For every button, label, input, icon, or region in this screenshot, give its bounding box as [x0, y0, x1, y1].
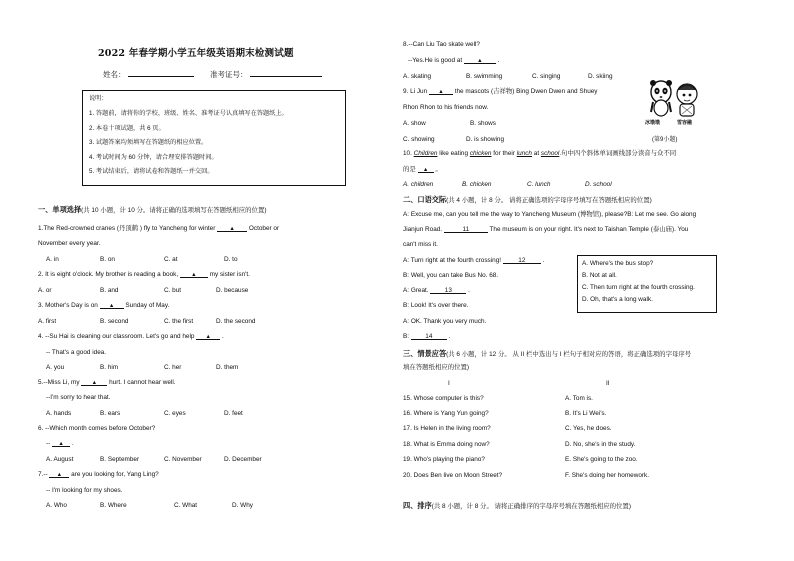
dialogue-option-d[interactable]: D. Oh, that's a long walk.: [582, 296, 653, 303]
q2-option-a[interactable]: A. or: [38, 287, 52, 294]
match-question: 20. Does Ben live on Moon Street?: [403, 472, 503, 479]
q7-option-a[interactable]: A. Who: [46, 502, 67, 509]
triangle-marker-icon: ▲: [422, 167, 429, 173]
q4-option-b[interactable]: B. him: [100, 364, 119, 371]
match-answer[interactable]: E. She's going to the zoo.: [565, 456, 638, 463]
blank-number: 12: [518, 257, 526, 264]
q7-option-c[interactable]: C. What: [174, 502, 198, 509]
question-7: [38, 471, 159, 479]
q5-text: 5.--Miss Li, my: [38, 379, 82, 386]
q2-option-b[interactable]: B. and: [100, 287, 119, 294]
q6-option-b[interactable]: B. September: [100, 456, 140, 463]
q8-option-d[interactable]: D. skiing: [588, 73, 613, 80]
dialogue-line: [403, 226, 688, 234]
q7-reply: -- I'm looking for my shoes.: [46, 487, 123, 494]
section1-title: 一、单项选择: [38, 205, 82, 214]
q9-image-caption: (第9小题): [652, 137, 678, 143]
q5-blank[interactable]: [81, 379, 107, 386]
dialogue-line: A: OK. Thank you very much.: [403, 318, 487, 325]
q5-option-b[interactable]: B. ears: [100, 410, 121, 417]
mascot-label-bing: 冰墩墩: [645, 120, 661, 126]
question-5: [38, 379, 176, 387]
triangle-marker-icon: ▲: [438, 89, 444, 95]
q5-option-d[interactable]: D. feet: [224, 410, 243, 417]
q5-option-c[interactable]: C. eyes: [164, 410, 186, 417]
instruction-item: 2. 本卷十项试题，共 6 页。: [89, 125, 165, 132]
question-9: [403, 88, 598, 96]
q6-dash: --: [46, 440, 53, 447]
column-ii-header: II: [606, 380, 610, 387]
match-question: 16. Where is Yang Yun going?: [403, 410, 489, 417]
q4-option-a[interactable]: A. you: [46, 364, 65, 371]
q9-line2: Rhon Rhon to his friends now.: [403, 104, 489, 111]
question-4: [38, 333, 224, 341]
exam-number-field[interactable]: [250, 70, 322, 77]
q8-option-a[interactable]: A. skating: [403, 73, 432, 80]
q1-text: 1.The Red-crowned cranes (丹顶鹤 ) fly to Yancheng for winter: [38, 225, 218, 232]
blank-11[interactable]: [444, 226, 488, 233]
section3-title: 三、情景应答: [403, 349, 447, 358]
q8-text: --Yes.He is good at: [408, 57, 464, 64]
question-1: [38, 225, 279, 233]
dialogue-line: can't miss it.: [403, 241, 438, 248]
q9-blank[interactable]: [429, 88, 453, 95]
blank-number: 11: [462, 226, 470, 233]
match-question: 18. What is Emma doing now?: [403, 441, 490, 448]
q10-text-6: 。: [433, 166, 442, 173]
q10-text-4: .句中四个斜体单词画线部分读音与众不同: [559, 150, 677, 157]
dialogue-text: Jianjun Road.: [403, 226, 444, 233]
section1-instructions: (共 10 小题，计 10 分。请将正确的选项填写在答题纸相应的位置): [81, 207, 267, 214]
instruction-item: 3. 试题答案均须填写在答题纸的相应位置。: [89, 139, 208, 146]
match-answer[interactable]: D. No, she's in the study.: [565, 441, 636, 448]
section2-instructions: (共 4 小题，计 8 分。 请将正确选项的字母序号填写在答题纸相应的位置): [446, 197, 652, 204]
name-label-text: 姓名：: [103, 70, 126, 79]
q10-word-children: Children: [413, 150, 438, 157]
q6-option-d[interactable]: D. December: [224, 456, 262, 463]
name-label: [103, 70, 194, 79]
q8-period: .: [495, 57, 500, 64]
section3-instructions: (共 6 小题，计 12 分。 从 II 栏中选出与 I 栏句子相对应的答语，将正确选项的字母序号: [446, 351, 692, 358]
dialogue-text: .: [446, 333, 451, 340]
q1-option-c[interactable]: C. at: [164, 256, 178, 263]
section4-instructions: (共 8 小题，计 8 分。 请将正确排序的字母序号填在答题纸相应的位置): [431, 503, 631, 510]
dialogue-option-b[interactable]: B. Not at all.: [582, 272, 617, 279]
q1-option-d[interactable]: D. to: [224, 256, 238, 263]
q7-option-b[interactable]: B. Where: [100, 502, 127, 509]
question-6: 6. --Which month comes before October?: [38, 425, 156, 432]
triangle-marker-icon: ▲: [205, 334, 211, 340]
dialogue-text: B:: [403, 333, 411, 340]
q6-option-a[interactable]: A. August: [46, 456, 74, 463]
blank-12[interactable]: [503, 257, 541, 264]
match-answer[interactable]: C. Yes, he does.: [565, 425, 612, 432]
section4-heading: [403, 502, 631, 511]
q8-option-b[interactable]: B. swimming: [466, 73, 503, 80]
blank-number: 14: [425, 333, 433, 340]
q10-text-2: for their: [491, 150, 517, 157]
q2-option-d[interactable]: D. because: [216, 287, 249, 294]
exam-number-label-text: 准考证号：: [210, 70, 248, 79]
page-title: 2022 年春学期小学五年级英语期末检测试题: [98, 48, 294, 59]
dialogue-line: A: Excuse me, can you tell me the way to Yancheng Museum (博物馆), please?B: Let me see. Go along: [403, 211, 697, 218]
dialogue-text: A: Turn right at the fourth crossing!: [403, 257, 503, 264]
match-answer[interactable]: A. Tom is.: [565, 395, 593, 402]
q9-option-c[interactable]: C. showing: [403, 136, 435, 143]
q1-option-a[interactable]: A. in: [46, 256, 59, 263]
q5-reply: --I'm sorry to hear that.: [46, 394, 111, 401]
section1-heading: [38, 206, 266, 215]
q1-line2: November every year.: [38, 240, 101, 247]
match-question: 19. Who's playing the piano?: [403, 456, 485, 463]
q2-text-end: my sister isn't.: [207, 271, 250, 278]
q2-blank[interactable]: [180, 271, 208, 278]
q4-reply: -- That's a good idea.: [46, 349, 107, 356]
q4-option-d[interactable]: D. them: [216, 364, 239, 371]
q5-option-a[interactable]: A. hands: [46, 410, 72, 417]
question-10: [403, 150, 676, 158]
match-answer[interactable]: B. It's Li Wei's.: [565, 410, 607, 417]
instructions-heading: 说明：: [89, 95, 108, 102]
triangle-marker-icon: ▲: [108, 303, 115, 309]
mascot-label-shuey: 雪容融: [677, 120, 693, 126]
q9-text: 9. Li Jun: [403, 88, 429, 95]
q3-option-d[interactable]: D. the second: [216, 318, 256, 325]
triangle-marker-icon: ▲: [58, 441, 64, 447]
triangle-marker-icon: ▲: [477, 58, 483, 64]
q10-word-school: school: [540, 150, 560, 157]
dialogue-line: B: Well, you can take Bus No. 68.: [403, 272, 499, 279]
q8-answer-line: [408, 57, 499, 65]
q6-period: .: [70, 440, 74, 447]
q6-option-c[interactable]: C. November: [164, 456, 202, 463]
q3-text: 3. Mother's Day is on: [38, 302, 100, 309]
q10-number: 10.: [403, 150, 414, 157]
dialogue-line: [403, 287, 470, 295]
q6-blank[interactable]: [52, 440, 70, 447]
q4-text-end: .: [220, 333, 224, 340]
q1-text-end: October or: [247, 225, 280, 232]
name-field[interactable]: [128, 70, 194, 77]
q10-text-3: at: [531, 150, 541, 157]
dialogue-text: The museum is on your right. It's next to Taishan Temple (泰山庙). You: [487, 226, 689, 233]
dialogue-line: B: Look! It's over there.: [403, 302, 469, 309]
triangle-marker-icon: ▲: [229, 226, 235, 232]
section4-title: 四、排序: [403, 501, 432, 510]
q9-option-a[interactable]: A. show: [403, 120, 426, 127]
blank-14[interactable]: [411, 333, 447, 340]
match-answer[interactable]: F. She's doing her homework.: [565, 472, 649, 479]
question-2: [38, 271, 250, 279]
question-3: [38, 302, 169, 310]
q7-text: 7.--: [38, 471, 50, 478]
q9-option-d[interactable]: D. is showing: [466, 136, 505, 143]
q4-text: 4. --Su Hai is cleaning our classroom. Let's go and help: [38, 333, 197, 340]
q7-text-end: are you looking for, Yang Ling?: [69, 471, 159, 478]
section2-heading: [403, 196, 652, 205]
match-question: 15. Whose computer is this?: [403, 395, 484, 402]
dialogue-text: .: [540, 257, 545, 264]
match-question: 17. Is Helen in the living room?: [403, 425, 491, 432]
dialogue-option-a[interactable]: A. Where's the bus stop?: [582, 260, 654, 267]
q10-line2: [403, 166, 442, 174]
triangle-marker-icon: ▲: [191, 272, 197, 278]
dialogue-line: [403, 333, 450, 341]
dialogue-text: A: Great.: [403, 287, 431, 294]
q3-text-end: Sunday of May.: [123, 302, 170, 309]
q10-word-lunch: lunch: [516, 150, 532, 157]
q10-text-5: 的是: [403, 166, 418, 173]
q10-blank[interactable]: [418, 166, 434, 173]
section3-instructions-line2: 填在答题纸相应的位置): [403, 364, 470, 371]
dialogue-line: [403, 257, 544, 265]
q10-text-1: like eating: [437, 150, 470, 157]
blank-number: 13: [444, 287, 452, 294]
dialogue-text: .: [466, 287, 470, 294]
q9-text-end: the mascots (吉祥物) Bing Dwen Dwen and Shuey: [452, 88, 598, 95]
q4-blank[interactable]: [196, 333, 220, 340]
q3-option-c[interactable]: C. the first: [164, 318, 194, 325]
q3-option-b[interactable]: B. second: [100, 318, 129, 325]
section2-title: 二、口语交际: [403, 195, 447, 204]
exam-number-label: [210, 70, 322, 79]
q10-option-c[interactable]: C. lunch: [527, 181, 551, 188]
q6-answer-line: [46, 440, 74, 448]
q10-option-d[interactable]: D. school: [585, 181, 612, 188]
q1-option-b[interactable]: B. on: [100, 256, 115, 263]
q3-option-a[interactable]: A. first: [38, 318, 57, 325]
section3-heading: [403, 350, 691, 359]
column-i-header: I: [448, 380, 450, 387]
q2-option-c[interactable]: C. but: [164, 287, 182, 294]
q2-text: 2. It is eight o'clock. My brother is reading a book,: [38, 271, 180, 278]
q10-word-chicken: chicken: [469, 150, 492, 157]
instruction-item: 5. 考试结束后，请将试卷和答题纸一并交回。: [89, 168, 214, 175]
q7-blank[interactable]: [49, 471, 69, 478]
q3-blank[interactable]: [100, 302, 124, 309]
instruction-item: 1. 答题前，请将你的学校、班级、姓名、准考证号认真填写在答题纸上。: [89, 110, 288, 117]
q8-option-c[interactable]: C. singing: [532, 73, 561, 80]
q1-blank[interactable]: [217, 225, 247, 232]
q5-text-end: hurt. I cannot hear well.: [107, 379, 176, 386]
q7-option-d[interactable]: D. Why: [232, 502, 253, 509]
q9-option-b[interactable]: B. shows: [470, 120, 496, 127]
q8-blank[interactable]: [464, 57, 496, 64]
question-8: 8.--Can Liu Tao skate well?: [403, 41, 480, 48]
q4-option-c[interactable]: C. her: [164, 364, 182, 371]
q10-option-a[interactable]: A. children: [403, 181, 434, 188]
triangle-marker-icon: ▲: [56, 472, 63, 478]
blank-13[interactable]: [430, 287, 466, 294]
q10-option-b[interactable]: B. chicken: [462, 181, 492, 188]
mascots-image: [645, 76, 703, 134]
triangle-marker-icon: ▲: [91, 380, 98, 386]
instruction-item: 4. 考试时间为 60 分钟，请合理安排答题时间。: [89, 154, 218, 161]
dialogue-option-c[interactable]: C. Then turn right at the fourth crossing.: [582, 284, 695, 291]
